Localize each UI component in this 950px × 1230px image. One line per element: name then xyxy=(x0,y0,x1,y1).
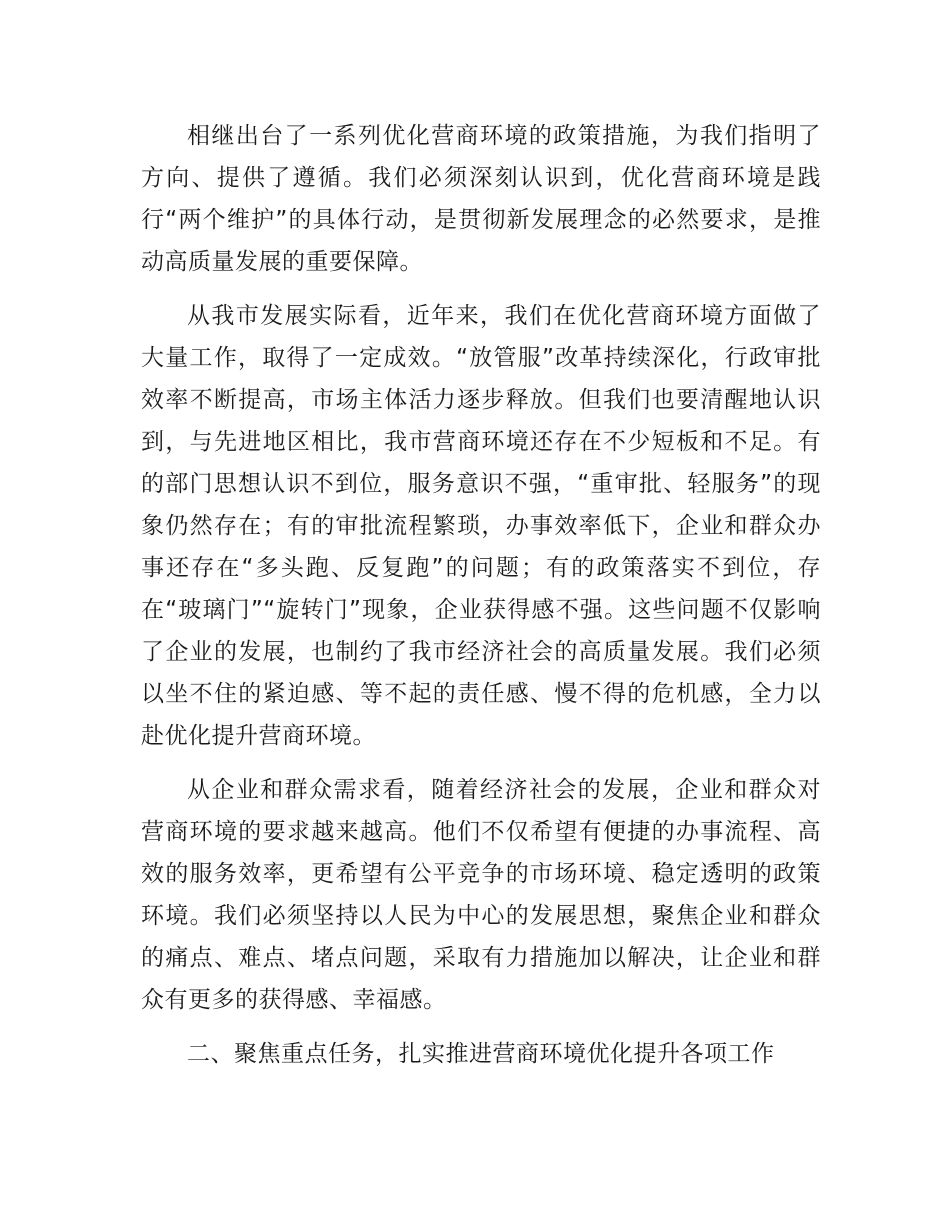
document-body xyxy=(141,115,821,1075)
paragraph-enterprise-demand: 从企业和群众需求看，随着经济社会的发展，企业和群众对营商环境的要求越来越高。他们不仅希望有便捷的办事流程、高效的服务效率，更希望有公平竞争的市场环境、稳定透明的政策环境。我们必须坚持以人民为中心的发展思想，聚焦企业和群众的痛点、难点、堵点问题，采取有力措施加以解决，让企业和群众有更多的获得感、幸福感。 xyxy=(141,777,821,1013)
section-heading: 二、聚焦重点任务，扎实推进营商环境优化提升各项工作 xyxy=(187,1041,775,1067)
paragraph-city-development: 从我市发展实际看，近年来，我们在优化营商环境方面做了大量工作，取得了一定成效。“放管服”改革持续深化，行政审批效率不断提高，市场主体活力逐步释放。但我们也要清醒地认识到，与先进地区相比，我市营商环境还存在不少短板和不足。有的部门思想认识不到位，服务意识不强，“重审批、轻服务”的现象仍然存在；有的审批流程繁琐，办事效率低下，企业和群众办事还存在“多头跑、反复跑”的问题；有的政策落实不到位，存在“玻璃门”“旋转门”现象，企业获得感不强。这些问题不仅影响了企业的发展，也制约了我市经济社会的高质量发展。我们必须以坐不住的紧迫感、等不起的责任感、慢不得的危机感，全力以赴优化提升营商环境。 xyxy=(141,303,821,749)
paragraph-policy-measures: 相继出台了一系列优化营商环境的政策措施，为我们指明了方向、提供了遵循。我们必须深刻认识到，优化营商环境是践行“两个维护”的具体行动，是贯彻新发展理念的必然要求，是推动高质量发展的重要保障。 xyxy=(141,123,821,275)
